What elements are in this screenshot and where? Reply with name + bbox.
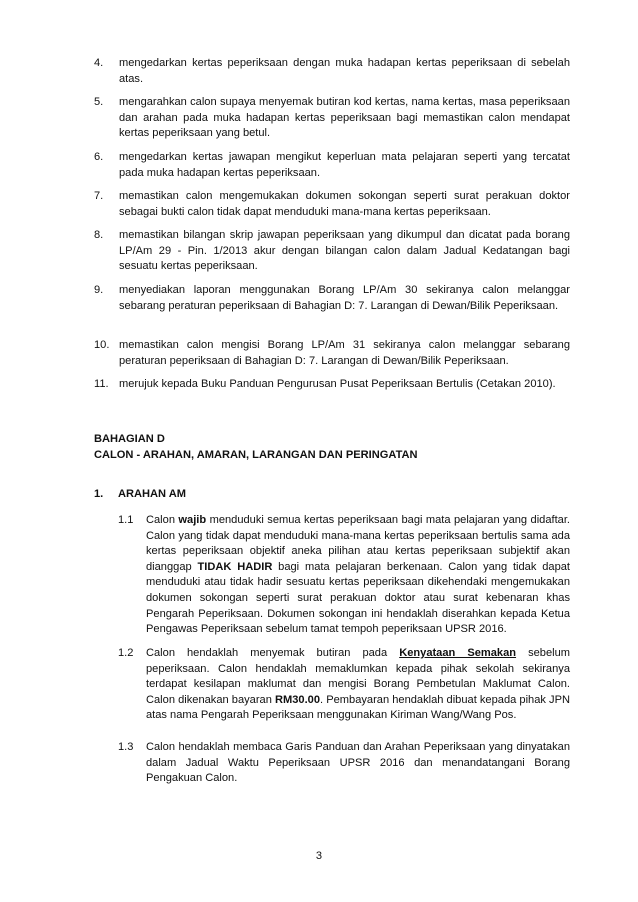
item-number: 6. bbox=[94, 151, 104, 163]
item-text: merujuk kepada Buku Panduan Pengurusan Pusat Peperiksaan Bertulis (Cetakan 2010). bbox=[119, 378, 556, 390]
list-item bbox=[94, 377, 570, 393]
heading-title: ARAHAN AM bbox=[118, 488, 186, 500]
sub-item-number: 1.1 bbox=[118, 514, 134, 526]
item-number: 8. bbox=[94, 229, 104, 241]
item-text: mengarahkan calon supaya menyemak butiran kod kertas, nama kertas, masa peperiksaan dan arahan pada muka hadapan kertas peperiksaan bagi memastikan calon mendapat kertas peperiksaan yang betul. bbox=[119, 96, 570, 140]
heading-number: 1. bbox=[94, 488, 104, 500]
item-number: 9. bbox=[94, 284, 104, 296]
item-text: mengedarkan kertas peperiksaan dengan muka hadapan kertas peperiksaan di sebelah atas. bbox=[119, 57, 570, 85]
sub-item-text: Calon wajib menduduki semua kertas peperiksaan bagi mata pelajaran yang didaftar. Calon yang tidak dapat menduduki mana-mana kertas peperiksaan bertulis sama ada kertas peperiksaan objektif aneka pilihan atau kertas peperiksaan subjektif akan dianggap TIDAK HADIR bagi mata pelajaran berkenaan. Calon yang tidak dapat menduduki atau tidak hadir sesuatu kertas peperiksaan dikehendaki mengemukakan dokumen sokongan seperti surat perakuan doktor atau surat kebenaran khas Pengarah Peperiksaan. Dokumen sokongan ini hendaklah diserahkan kepada Ketua Pengawas Peperiksaan sebelum tamat tempoh peperiksaan UPSR 2016. bbox=[146, 514, 570, 636]
sub-item-1-3 bbox=[118, 740, 570, 787]
item-text: memastikan calon mengisi Borang LP/Am 31 sekiranya calon melanggar sebarang peraturan peperiksaan di Bahagian D: 7. Larangan di Dewan/Bilik Peperiksaan. bbox=[119, 339, 570, 367]
item-number: 4. bbox=[94, 57, 104, 69]
section-heading: BAHAGIAN D bbox=[94, 433, 165, 445]
item-text: memastikan bilangan skrip jawapan peperiksaan yang dikumpul dan dicatat pada borang LP/Am 29 - Pin. 1/2013 akur dengan bilangan calon dalam Jadual Kedatangan bagi sesuatu kertas peperiksaan. bbox=[119, 229, 570, 273]
sub-item-number: 1.2 bbox=[118, 647, 134, 659]
item-number: 7. bbox=[94, 190, 104, 202]
item-number: 11. bbox=[94, 378, 109, 390]
page-number: 3 bbox=[315, 850, 323, 862]
sub-item-1-2 bbox=[118, 646, 570, 724]
sub-item-text: Calon hendaklah menyemak butiran pada Kenyataan Semakan sebelum peperiksaan. Calon hendaklah memaklumkan kepada pihak sekolah sekiranya terdapat kesilapan maklumat dan mengisi Borang Pembetulan Maklumat Calon. Calon dikenakan bayaran RM30.00. Pembayaran hendaklah dibuat kepada pihak JPN atas nama Pengarah Peperiksaan menggunakan Kiriman Wang/Wang Pos. bbox=[146, 647, 571, 722]
item-number: 10. bbox=[94, 339, 110, 351]
item-number: 5. bbox=[94, 96, 104, 108]
emphasis-wajib: wajib bbox=[178, 514, 207, 526]
list-item bbox=[94, 283, 570, 314]
sub-item-number: 1.3 bbox=[118, 741, 134, 753]
emphasis-kenyataan-semakan: Kenyataan Semakan bbox=[399, 647, 517, 659]
list-item bbox=[94, 189, 570, 220]
section-subheading: CALON - ARAHAN, AMARAN, LARANGAN DAN PERINGATAN bbox=[94, 449, 418, 461]
list-item bbox=[94, 150, 570, 181]
sub-item-text: Calon hendaklah membaca Garis Panduan dan Arahan Peperiksaan yang dinyatakan dalam Jadual Waktu Peperiksaan UPSR 2016 dan menandatangani Borang Pengakuan Calon. bbox=[146, 741, 570, 785]
sub-item-1-1 bbox=[118, 513, 570, 638]
list-item bbox=[94, 56, 570, 87]
item-text: memastikan calon mengemukakan dokumen sokongan seperti surat perakuan doktor sebagai bukti calon tidak dapat menduduki mana-mana kertas peperiksaan. bbox=[119, 190, 570, 218]
list-item bbox=[94, 228, 570, 275]
list-item bbox=[94, 338, 570, 369]
item-text: mengedarkan kertas jawapan mengikut keperluan mata pelajaran seperti yang tercatat pada muka hadapan kertas peperiksaan. bbox=[119, 151, 570, 179]
emphasis-tidak-hadir: TIDAK HADIR bbox=[197, 560, 273, 573]
arahan-am-heading bbox=[94, 487, 186, 503]
item-text: menyediakan laporan menggunakan Borang LP/Am 30 sekiranya calon melanggar sebarang peraturan peperiksaan di Bahagian D: 7. Larangan di Dewan/Bilik Peperiksaan. bbox=[119, 284, 570, 312]
list-item bbox=[94, 95, 570, 142]
emphasis-fee: RM30.00 bbox=[275, 693, 321, 706]
